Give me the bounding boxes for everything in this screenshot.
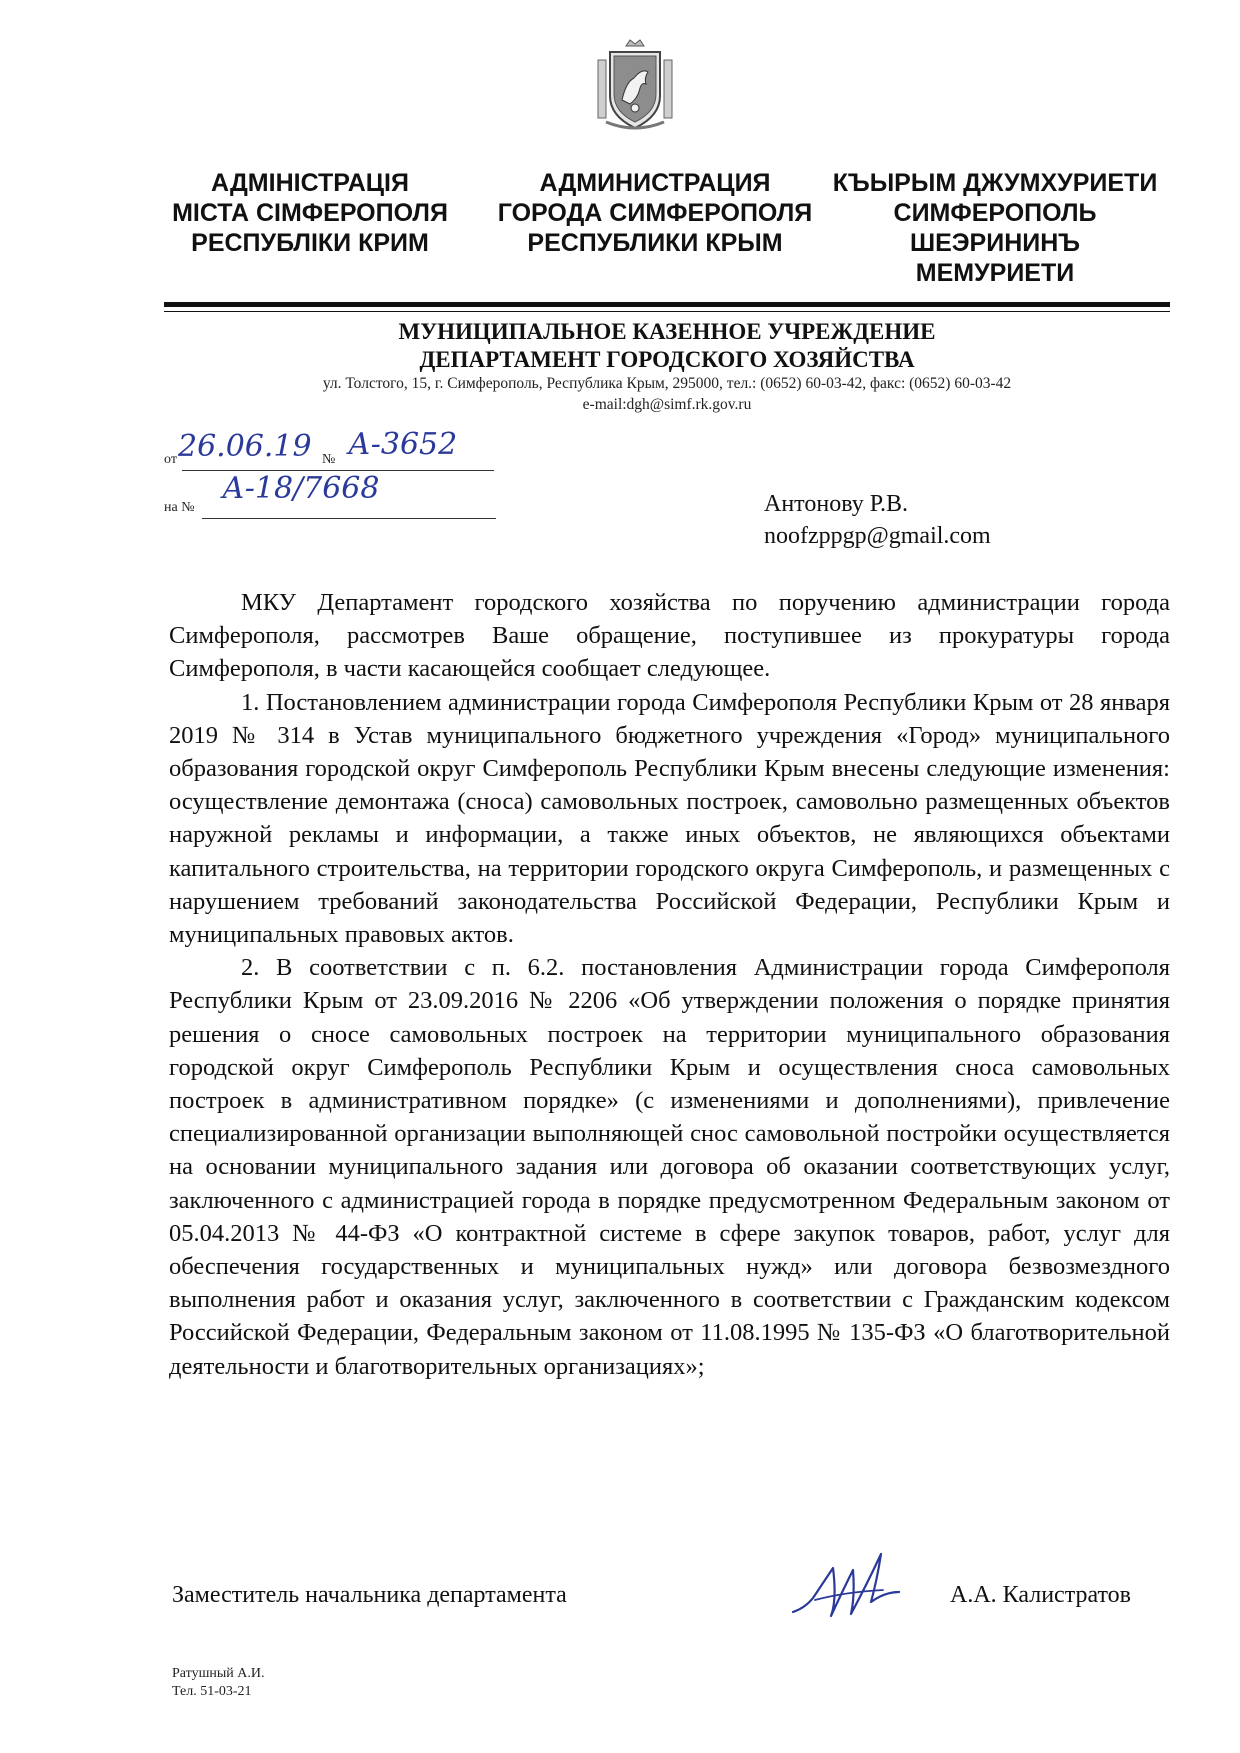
org-email: e-mail:dgh@simf.rk.gov.ru [582, 396, 752, 413]
outgoing-date: 26.06.19 [178, 429, 312, 464]
letter-body [169, 586, 1170, 1383]
header-divider-thick [164, 302, 1170, 307]
header-ukrainian [160, 168, 460, 258]
header-divider-thin [164, 311, 1170, 312]
signatory-position: Заместитель начальника департамента [172, 1582, 567, 1608]
org-address: ул. Толстого, 15, г. Симферополь, Республика Крым, 295000, тел.: (0652) 60-03-42, факс: (0652) 60-03-42 [322, 375, 1012, 392]
signatory-name: А.А. Калистратов [950, 1582, 1132, 1608]
crimea-coat-of-arms-icon [596, 38, 674, 134]
body-paragraph: 2. В соответствии с п. 6.2. постановления Администрации города Симферополя Республики Крым от 23.09.2016 № 2206 «Об утверждении положения о порядке принятия решения о сносе самовольных построек на территории муниципального образования городской округ Симферополь Республики Крым и осуществления сноса самовольных построек в административном порядке» (с изменениями и дополнениями), привлечение специализированной организации выполняющей снос самовольной постройки осуществляется на основании муниципального задания или договора об оказании соответствующих услуг, заключенного с администрацией города в порядке предусмотренном Федеральным законом от 05.04.2013 № 44-ФЗ «О контрактной системе в сфере закупок товаров, работ, услуг для обеспечения государственных и муниципальных нужд» или договора безвозмездного выполнения работ и оказания услуг, заключенного в соответствии с Гражданским кодексом Российской Федерации, Федеральным законом от 11.08.1995 № 135-ФЗ «О благотворительной деятельности и благотворительных организациях»; [169, 954, 1170, 1380]
header-ukr-line: МІСТА СІМФЕРОПОЛЯ [172, 199, 448, 227]
recipient-name: Антонову Р.В. [764, 491, 909, 517]
executor-phone: Тел. 51-03-21 [172, 1684, 252, 1699]
reference-underline [202, 518, 496, 519]
header-rus-line: АДМИНИСТРАЦИЯ [539, 169, 771, 197]
from-label: от [164, 452, 177, 467]
reference-label: на № [164, 500, 195, 515]
header-crimean-tatar [830, 168, 1160, 288]
body-paragraph: МКУ Департамент городского хозяйства по поручению администрации города Симферополя, рассмотрев Ваше обращение, поступившее из прокуратуры города Симферополя, в части касающейся сообщает следующее. [169, 589, 1170, 683]
header-rus-line: ГОРОДА СИМФЕРОПОЛЯ [497, 199, 813, 227]
header-crh-line: МЕМУРИЕТИ [915, 259, 1075, 287]
header-crh-line: ШЕЭРИНИНЪ [909, 229, 1081, 257]
outgoing-number: А-3652 [348, 427, 458, 462]
header-ukr-line: РЕСПУБЛІКИ КРИМ [191, 229, 429, 257]
header-russian [490, 168, 820, 258]
header-crh-line: СИМФЕРОПОЛЬ [893, 199, 1097, 227]
body-paragraph: 1. Постановлением администрации города Симферополя Республики Крым от 28 января 2019 № 314 в Устав муниципального бюджетного учреждения «Город» муниципального образования городской округ Симферополь Республики Крым внесены следующие изменения: осуществление демонтажа (сноса) самовольных построек, самовольно размещенных объектов наружной рекламы и информации, а также иных объектов, не являющихся объектами капитального строительства, на территории городского округа Симферополь, и размещенных с нарушением требований законодательства Российской Федерации, Республики Крым и муниципальных правовых актов. [169, 688, 1170, 949]
recipient-email: noofzppgp@gmail.com [764, 523, 991, 549]
executor-name: Ратушный А.И. [172, 1666, 265, 1681]
header-ukr-line: АДМІНІСТРАЦІЯ [211, 169, 409, 197]
reference-number: А-18/7668 [222, 471, 380, 506]
header-rus-line: РЕСПУБЛИКИ КРЫМ [527, 229, 783, 257]
number-label: № [322, 452, 336, 467]
org-name-line2: ДЕПАРТАМЕНТ ГОРОДСКОГО ХОЗЯЙСТВА [419, 347, 915, 372]
header-crh-line: КЪЫРЫМ ДЖУМХУРИЕТИ [832, 169, 1158, 197]
handwritten-signature [785, 1540, 905, 1630]
org-name-line1: МУНИЦИПАЛЬНОЕ КАЗЕННОЕ УЧРЕЖДЕНИЕ [398, 319, 936, 344]
